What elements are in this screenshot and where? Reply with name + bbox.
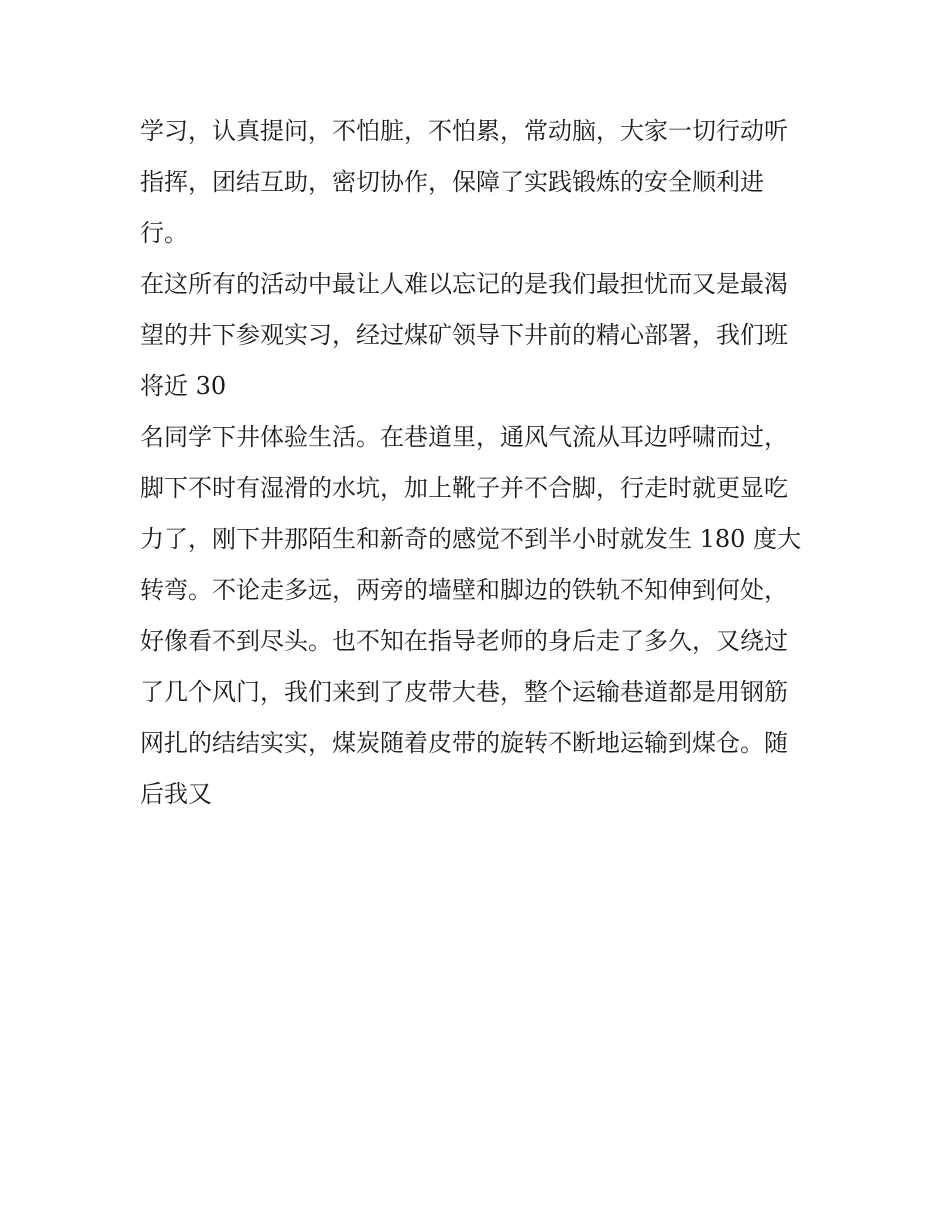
body-text: [140, 106, 820, 820]
text-line: 行。: [140, 219, 188, 247]
text-line: 了几个风门，我们来到了皮带大巷，整个运输巷道都是用钢筋: [140, 678, 788, 706]
text-line: 脚下不时有湿滑的水坑，加上靴子并不合脚，行走时就更显吃: [140, 474, 788, 502]
text-line: 网扎的结结实实，煤炭随着皮带的旋转不断地运输到煤仓。随: [140, 729, 788, 757]
text-line: 望的井下参观实习，经过煤矿领导下井前的精心部署，我们班: [140, 321, 788, 349]
text-line: 转弯。不论走多远，两旁的墙壁和脚边的铁轨不知伸到何处，: [140, 576, 788, 604]
text-line: 名同学下井体验生活。在巷道里，通风气流从耳边呼啸而过，: [140, 423, 788, 451]
text-line: 学习，认真提问，不怕脏，不怕累，常动脑，大家一切行动听: [140, 117, 788, 145]
text-line: 在这所有的活动中最让人难以忘记的是我们最担忧而又是最渴: [140, 270, 788, 298]
text-line: 后我又: [140, 780, 212, 808]
text-line: 将近 30: [140, 372, 227, 400]
text-line: 好像看不到尽头。也不知在指导老师的身后走了多久，又绕过: [140, 627, 788, 655]
text-line: 力了，刚下井那陌生和新奇的感觉不到半小时就发生 180 度大: [140, 525, 802, 553]
text-line: 指挥，团结互助，密切协作，保障了实践锻炼的安全顺利进: [140, 168, 764, 196]
